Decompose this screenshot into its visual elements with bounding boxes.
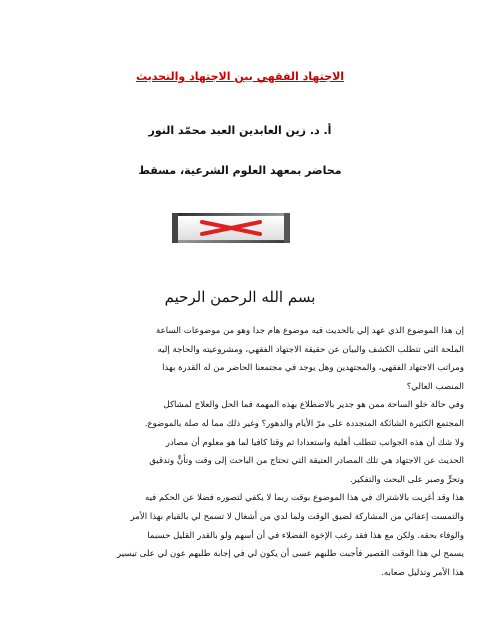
body-line: وفي حالة خلو الساحة ممن هو جدير بالاضطلاع بهذه المهمة فما الحل والعلاج لمشاكل [163, 400, 464, 411]
body-text [18, 322, 464, 582]
body-line: المنصب العالي؟ [406, 381, 464, 392]
body-line: ومراتب الاجتهاد الفقهي، والمجتهدين وهل يوجد في مجتمعنا الحاضر من له القدرة بهذا [162, 363, 464, 374]
author-name: أ. د. زين العابدين العبد محمّد النور [148, 124, 332, 137]
body-line: إن هذا الموضوع الذي عهد إلي بالحديث فيه موضوع هام جدا وهو من موضوعات الساعة [156, 326, 464, 336]
decorative-ornament [172, 213, 290, 243]
body-line: الملحة التي تتطلب الكشف والبيان عن حقيقة الاجتهاد الفقهي، ومشروعيته والحاجة إليه [157, 344, 464, 355]
author-affiliation: محاضر بمعهد العلوم الشرعية، مسقط [138, 164, 342, 177]
body-line: المجتمع الكثيرة الشائكة المتجددة على مرّ الأيام والدهور؟ وغير ذلك مما له صلة بالموضوع. [144, 418, 464, 429]
body-line: ولا شك أن هذه الجوانب تتطلب أهلية واستعدادا ثم وقتا كافيا لما هو معلوم أن مصادر [165, 437, 464, 448]
body-line: والوفاء بحقه. ولكن مع هذا فقد رغب الإخوة الفضلاء في أن أسهم ولو بالقدر القليل حسبما [147, 530, 464, 541]
body-line: والتمست إعفائي من المشاركة لضيق الوقت ولما لدي من أشغال لا تسمح لي بالقيام بهذا الأمر [130, 511, 464, 522]
document-title: الاجتهاد الفقهي بين الاجتهاد والتحديث [135, 70, 345, 83]
body-line: هذا الأمر وتذليل صعابه. [381, 567, 464, 578]
body-line: يسمح لي هذا الوقت القصير فأجبت طلبهم عسى أن يكون لي في إجابة طلبهم عون لي على تيسير [116, 549, 464, 560]
body-line: وتحرٍّ وصبر على البحث والتفكير. [349, 474, 464, 485]
body-line: الحديث عن الاجتهاد هي تلك المصادر العتيقة التي تحتاج من الباحث إلى وقت وتأنٍّ وتدقيق [149, 456, 464, 467]
body-line: هذا وقد أغريت بالاشتراك في هذا الموضوع بوقت ربما لا يكفي لتصوره فضلا عن الحكم فيه [144, 493, 464, 504]
basmala-heading: بسم الله الرحمن الرحيم [164, 288, 316, 306]
